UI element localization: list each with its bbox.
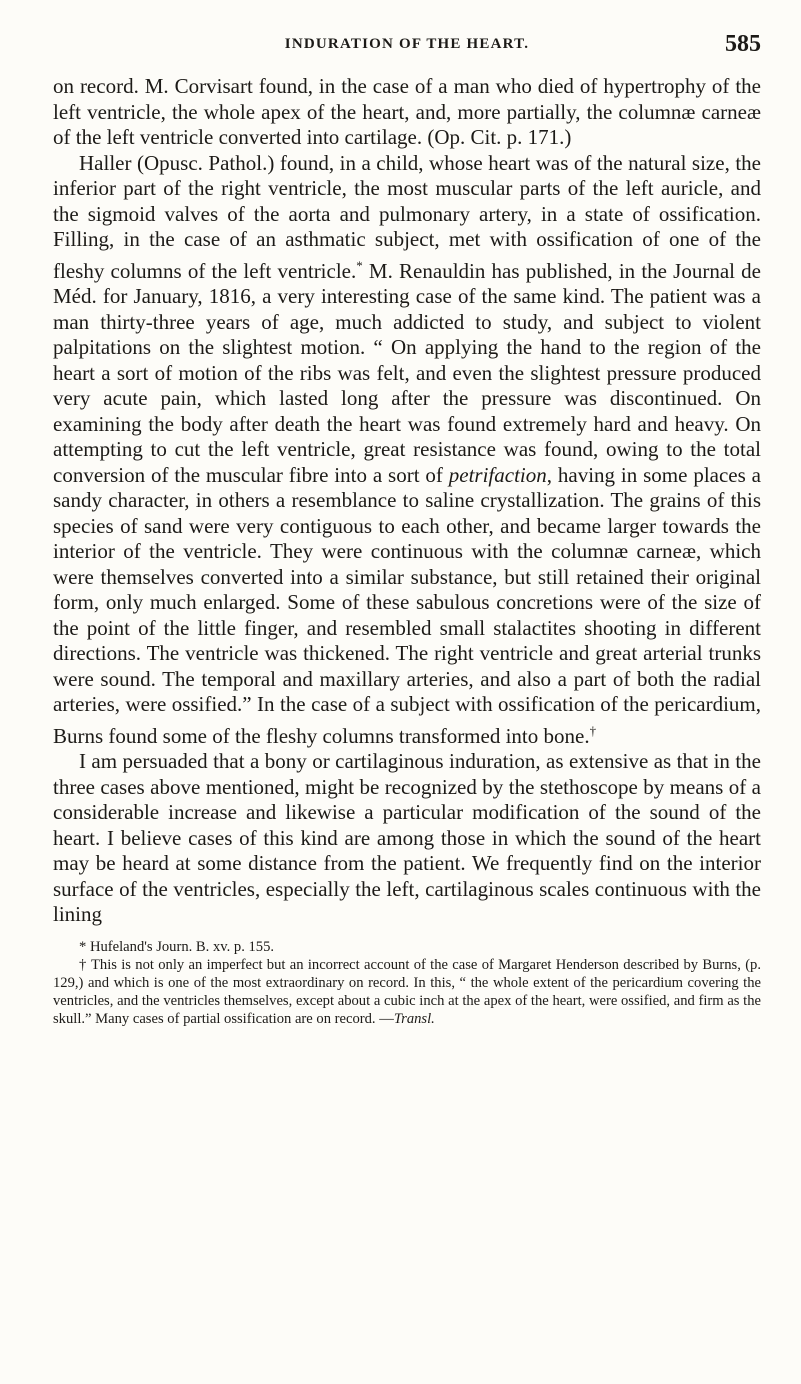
footnotes <box>53 938 761 1028</box>
paragraph-2-part-1: Haller (Opusc. Pathol.) found, in a child, whose heart was of the natural size, the inferior part of the right ventricle, the most muscular parts of the left auricle, and the sigmoid valves of the aorta and pulmonary artery, in a state of ossification. Filling, in the case of an asthmatic subject, met with ossification of one of the fleshy columns of the left ventricle. <box>53 150 761 283</box>
body-text <box>53 74 761 928</box>
running-title: INDURATION OF THE HEART. <box>284 36 530 52</box>
footnote-ref-1: * <box>356 257 363 273</box>
footnote-2 <box>53 956 761 1028</box>
paragraph-2 <box>53 151 761 750</box>
italic-term: petrifaction <box>448 462 547 487</box>
page-number: 585 <box>725 31 761 57</box>
footnote-2-signature: Transl. <box>393 1010 435 1027</box>
paragraph-2-part-2: M. Renauldin has published, in the Journal de Méd. for January, 1816, a very interesting case of the same kind. The patient was a man thirty-three years of age, much addicted to study, and subject to violent palpitations on the slightest motion. “ On applying the hand to the region of the heart a sort of motion of the ribs was felt, and even the slightest pressure produced very acute pain, which lasted long after the pressure was discontinued. On examining the body after death the heart was found extremely hard and heavy. On attempting to cut the left ventricle, great resistance was found, owing to the total conversion of the muscular fibre into a sort of <box>53 258 761 487</box>
paragraph-3: I am persuaded that a bony or cartilaginous induration, as extensive as that in the three cases above mentioned, might be recognized by the stethoscope by means of a considerable increase and likewise a particular modification of the sound of the heart. I believe cases of this kind are among those in which the sound of the heart may be heard at some distance from the patient. We frequently find on the interior surface of the ventricles, especially the left, cartilaginous scales continuous with the lining <box>53 749 761 926</box>
running-head <box>53 31 761 74</box>
footnote-2-text: † This is not only an imperfect but an incorrect account of the case of Margaret Henderson described by Burns, (p. 129,) and which is one of the most extraordinary on record. In this, “ the whole extent of the pericardium covering the ventricles, and the ventricles themselves, except about a cubic inch at the apex of the heart, were ossified, and firm as the skull.” Many cases of partial ossification are on record. — <box>53 956 761 1027</box>
paragraph-2-part-3: , having in some places a sandy character, in others a resemblance to saline crystallization. The grains of this species of sand were very contiguous to each other, and became larger towards the interior of the ventricle. They were continuous with the columnæ carneæ, which were themselves converted into a similar substance, but still retained their original form, only much enlarged. Some of these sabulous concretions were of the size of the point of the little finger, and resembled small stalactites shooting in different directions. The ventricle was thickened. The right ventricle and great arterial trunks were sound. The temporal and maxillary arteries, and also a part of both the radial arteries, were ossified.” In the case of a subject with ossification of the pericardium, Burns found some of the fleshy columns transformed into bone. <box>53 462 761 748</box>
footnote-ref-2: † <box>589 722 597 738</box>
footnote-1: * Hufeland's Journ. B. xv. p. 155. <box>79 938 275 955</box>
paragraph-1: on record. M. Corvisart found, in the case of a man who died of hypertrophy of the left ventricle, the whole apex of the heart, and, more partially, the columnæ carneæ of the left ventricle converted into cartilage. (Op. Cit. p. 171.) <box>53 74 761 149</box>
